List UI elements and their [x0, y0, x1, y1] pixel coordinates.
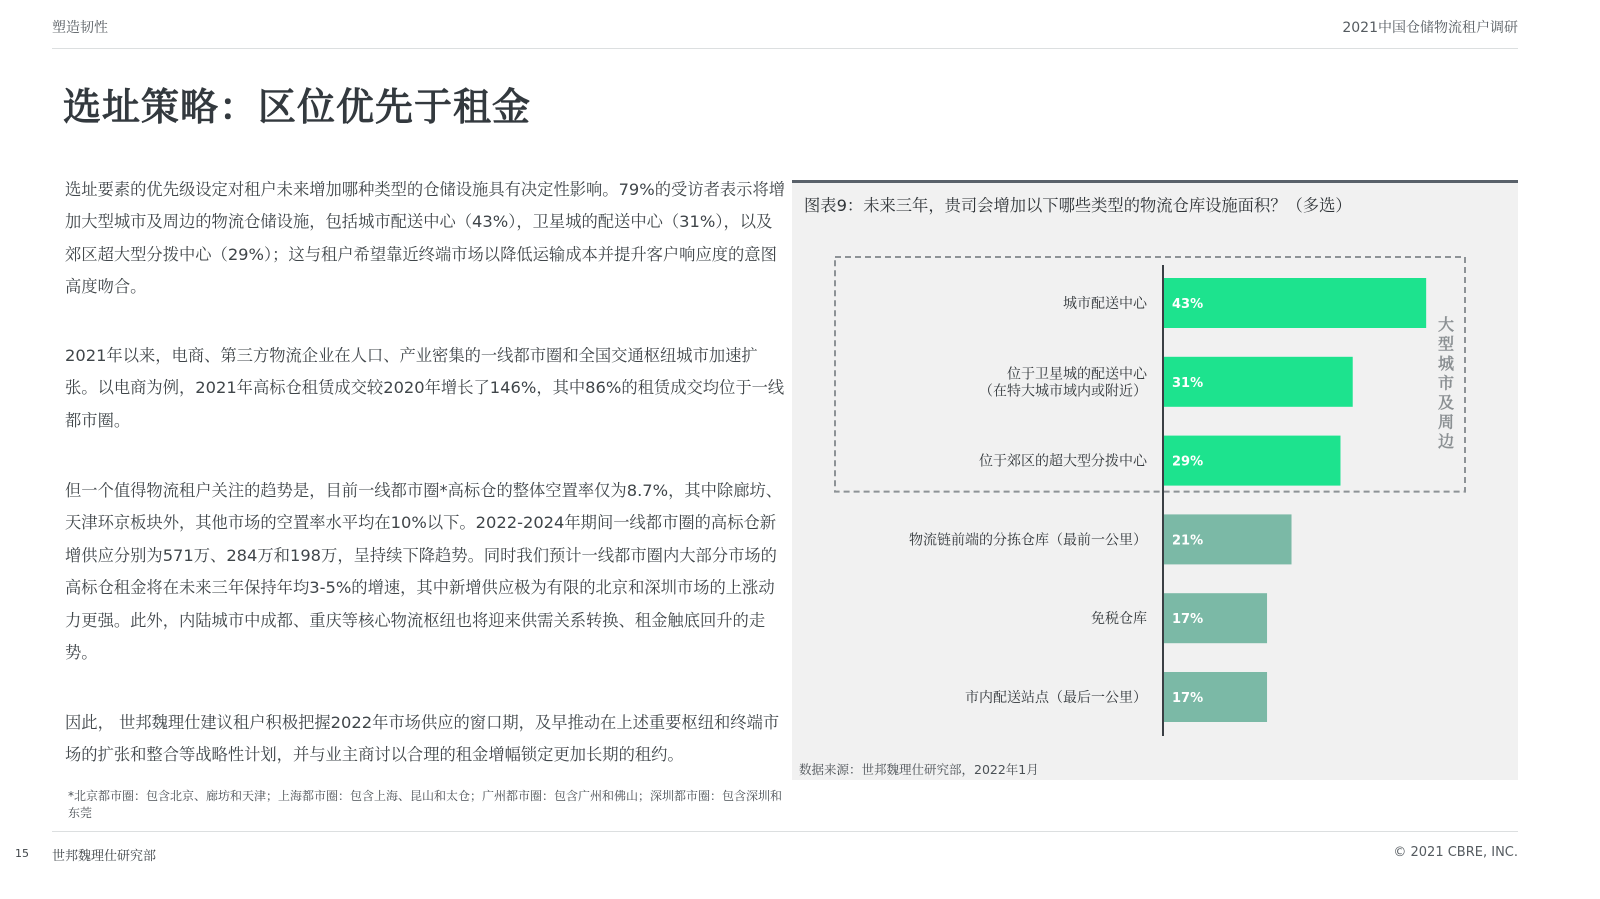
group-label-char-1: 大 — [1437, 315, 1455, 334]
group-label-char-2: 型 — [1437, 334, 1455, 354]
group-label-char-5: 及 — [1437, 393, 1455, 412]
header-divider — [52, 48, 1518, 49]
bar-value-label-5: 17% — [1172, 612, 1204, 628]
category-label-3: 位于郊区的超大型分拨中心 — [979, 453, 1147, 470]
header-left-label: 塑造韧性 — [52, 20, 108, 36]
copyright: © 2021 CBRE, INC. — [1393, 845, 1518, 860]
body-paragraph-3: 但一个值得物流租户关注的趋势是，目前一线都市圈*高标仓的整体空置率仅为8.7%，其中除廊坊、天津环京板块外，其他市场的空置率水平均在10%以下。2022-2024年期间一线都市圈的高标仓新增供应分别为571万、284万和198万，呈持续下降趋势。同时我们预计一线都市圈内大部分市场的高标仓租金将在未来三年保持年均3-5%的增速，其中新增供应极为有限的北京和深圳市场的上涨动力更强。此外，内陆城市中成都、重庆等核心物流枢纽也将迎来供需关系转换、租金触底回升的走势。 — [65, 481, 783, 663]
body-paragraph-1: 选址要素的优先级设定对租户未来增加哪种类型的仓储设施具有决定性影响。79%的受访者表示将增加大型城市及周边的物流仓储设施，包括城市配送中心（43%），卫星城的配送中心（31%），以及郊区超大型分拨中心（29%）；这与租户希望靠近终端市场以降低运输成本并提升客户响应度的意图高度吻合。 — [65, 180, 786, 297]
footer-left-label: 世邦魏理仕研究部 — [52, 849, 157, 864]
bar-chart — [792, 183, 1518, 783]
group-label-char-6: 周 — [1437, 412, 1455, 432]
body-paragraph-2: 2021年以来，电商、第三方物流企业在人口、产业密集的一线都市圈和全国交通枢纽城市加速扩张。以电商为例，2021年高标仓租赁成交较2020年增长了146%，其中86%的租赁成交均位于一线都市圈。 — [65, 346, 785, 430]
page-title: 选址策略：区位优先于租金 — [63, 84, 532, 129]
page-number: 15 — [15, 847, 29, 860]
footer-divider — [52, 831, 1518, 832]
chart-title: 图表9：未来三年，贵司会增加以下哪些类型的物流仓库设施面积？（多选） — [804, 196, 1352, 215]
category-label-2-line-2: （在特大城市域内或附近） — [979, 383, 1147, 400]
footnote: *北京都市圈：包含北京、廊坊和天津；上海都市圈：包含上海、昆山和太仓；广州都市圈：包含广州和佛山；深圳都市圈：包含深圳和东莞 — [68, 789, 783, 820]
group-label-char-3: 城 — [1437, 354, 1455, 373]
category-label-1: 城市配送中心 — [1063, 296, 1147, 312]
chart-source: 数据来源：世邦魏理仕研究部，2022年1月 — [799, 762, 1039, 777]
bar-value-label-2: 31% — [1172, 375, 1204, 391]
header-right-label: 2021中国仓储物流租户调研 — [1342, 20, 1518, 36]
bar-value-label-1: 43% — [1172, 297, 1204, 312]
category-label-2-line-1: 位于卫星城的配送中心 — [1007, 366, 1147, 383]
body-paragraph-4: 因此， 世邦魏理仕建议租户积极把握2022年市场供应的窗口期，及早推动在上述重要枢纽和终端市场的扩张和整合等战略性计划，并与业主商讨以合理的租金增幅锁定更加长期的租约。 — [65, 713, 780, 765]
chart-panel — [792, 180, 1518, 780]
category-label-5: 免税仓库 — [1091, 611, 1147, 628]
bar-value-label-3: 29% — [1172, 454, 1204, 470]
bar-value-label-4: 21% — [1172, 533, 1204, 549]
category-label-4: 物流链前端的分拣仓库（最前一公里） — [909, 532, 1147, 549]
bar-value-label-6: 17% — [1172, 691, 1204, 706]
group-label-char-4: 市 — [1437, 373, 1455, 393]
group-label-char-7: 边 — [1437, 432, 1455, 451]
category-label-6: 市内配送站点（最后一公里） — [965, 690, 1147, 706]
